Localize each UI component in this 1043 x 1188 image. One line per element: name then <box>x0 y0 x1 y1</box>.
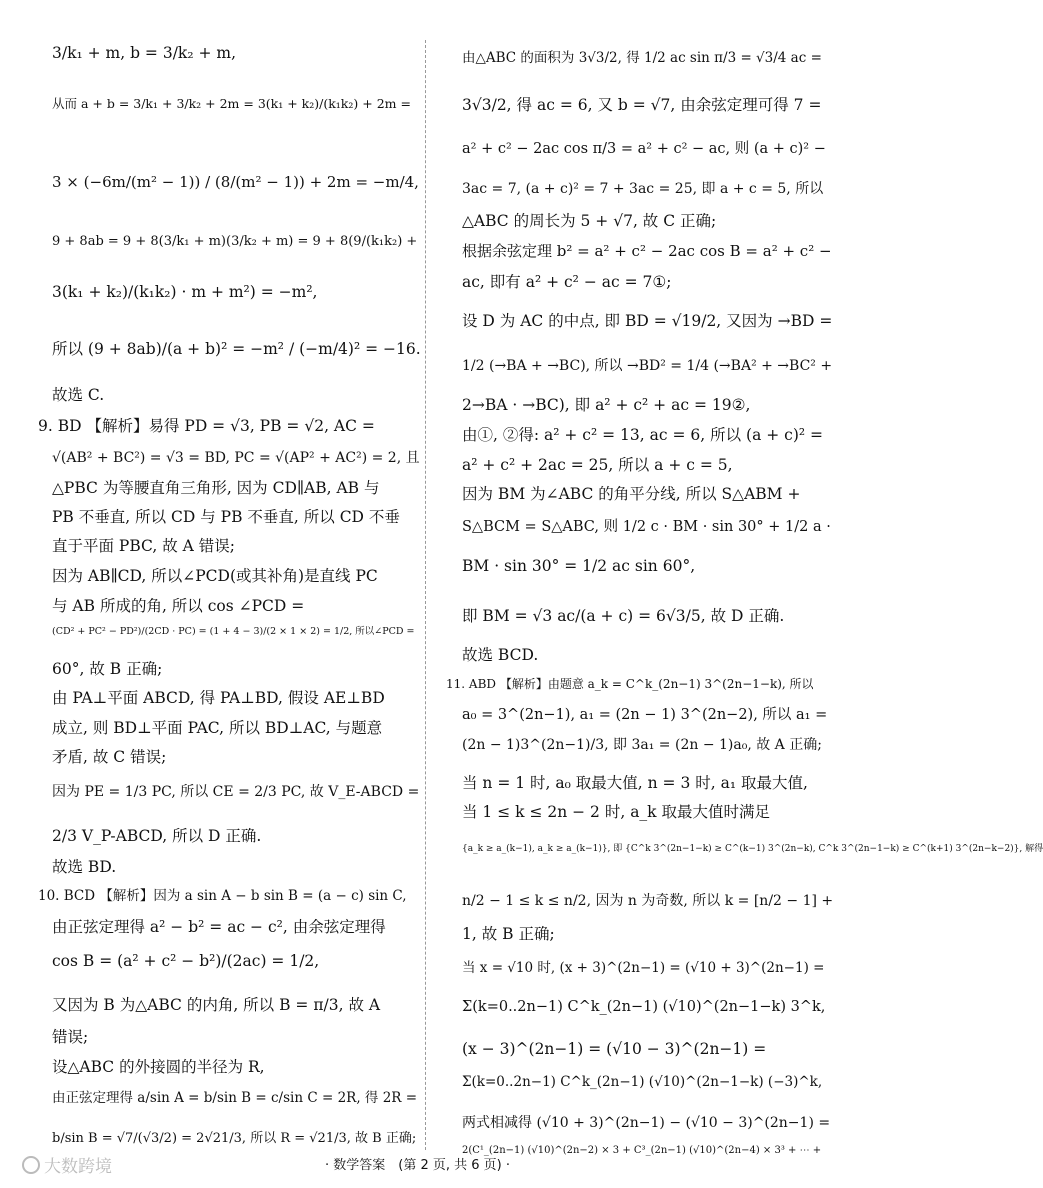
text-line: {a_k ≥ a_(k−1), a_k ≥ a_(k−1)}, 即 {C^k 3^(2n−1−k) ≥ C^(k−1) 3^(2n−k), C^k 3^(2n−1−k) ≥ C^(k+1) 3^(2n−k−2)}, 解得 <box>462 844 1043 854</box>
text-line: Σ(k=0..2n−1) C^k_(2n−1) (√10)^(2n−1−k) (−3)^k, <box>462 1074 823 1090</box>
text-line: 错误; <box>52 1028 89 1046</box>
text-line: 因为 PE = 1/3 PC, 所以 CE = 2/3 PC, 故 V_E-ABCD = <box>52 784 420 800</box>
text-line: 9 + 8ab = 9 + 8(3/k₁ + m)(3/k₂ + m) = 9 + 8(9/(k₁k₂) + <box>52 234 418 249</box>
text-line: 直于平面 PBC, 故 A 错误; <box>52 537 235 555</box>
text-line: 故选 C. <box>52 386 105 404</box>
text-line: △ABC 的周长为 5 + √7, 故 C 正确; <box>462 212 717 230</box>
text-line: (x − 3)^(2n−1) = (√10 − 3)^(2n−1) = <box>462 1040 767 1058</box>
text-line: 成立, 则 BD⊥平面 PAC, 所以 BD⊥AC, 与题意 <box>52 719 383 737</box>
text-line: 设△ABC 的外接圆的半径为 R, <box>52 1058 265 1076</box>
text-line: 3/k₁ + m, b = 3/k₂ + m, <box>52 44 237 62</box>
text-line: 60°, 故 B 正确; <box>52 660 163 678</box>
text-line: 由①, ②得: a² + c² = 13, ac = 6, 所以 (a + c)² = <box>462 426 824 444</box>
text-line: a² + c² + 2ac = 25, 所以 a + c = 5, <box>462 456 733 474</box>
watermark-logo-icon <box>22 1156 40 1174</box>
text-line: 因为 BM 为∠ABC 的角平分线, 所以 S△ABM + <box>462 485 801 503</box>
text-line: 当 1 ≤ k ≤ 2n − 2 时, a_k 取最大值时满足 <box>462 803 771 821</box>
text-line: 3√3/2, 得 ac = 6, 又 b = √7, 由余弦定理可得 7 = <box>462 96 822 114</box>
text-line: 两式相减得 (√10 + 3)^(2n−1) − (√10 − 3)^(2n−1) = <box>462 1115 831 1131</box>
text-line: 2/3 V_P-ABCD, 所以 D 正确. <box>52 827 262 845</box>
text-line: 矛盾, 故 C 错误; <box>52 748 167 766</box>
column-divider <box>425 40 426 1150</box>
text-line: 所以 (9 + 8ab)/(a + b)² = −m² / (−m/4)² = −16. <box>52 340 421 358</box>
question-10: 10. BCD 【解析】因为 a sin A − b sin B = (a − c) sin C, <box>38 888 407 904</box>
text-line: S△BCM = S△ABC, 则 1/2 c · BM · sin 30° + 1/2 a · <box>462 519 831 535</box>
text-line: 故选 BCD. <box>462 646 539 664</box>
watermark <box>22 1152 112 1177</box>
text-line: 即 BM = √3 ac/(a + c) = 6√3/5, 故 D 正确. <box>462 607 785 625</box>
question-9: 9. BD 【解析】易得 PD = √3, PB = √2, AC = <box>38 417 375 435</box>
text-line: ac, 即有 a² + c² − ac = 7①; <box>462 273 672 291</box>
text-line: (CD² + PC² − PD²)/(2CD · PC) = (1 + 4 − 3)/(2 × 1 × 2) = 1/2, 所以∠PCD = <box>52 626 415 637</box>
text-line: b/sin B = √7/(√3/2) = 2√21/3, 所以 R = √21/3, 故 B 正确; <box>52 1131 417 1146</box>
text-line: a₀ = 3^(2n−1), a₁ = (2n − 1) 3^(2n−2), 所以 a₁ = <box>462 707 828 723</box>
text-line: n/2 − 1 ≤ k ≤ n/2, 因为 n 为奇数, 所以 k = [n/2 − 1] + <box>462 893 834 909</box>
text-line: Σ(k=0..2n−1) C^k_(2n−1) (√10)^(2n−1−k) 3^k, <box>462 999 826 1015</box>
text-line: 由正弦定理得 a/sin A = b/sin B = c/sin C = 2R, 得 2R = <box>52 1090 418 1106</box>
text-line: BM · sin 30° = 1/2 ac sin 60°, <box>462 557 696 575</box>
question-11: 11. ABD 【解析】由题意 a_k = C^k_(2n−1) 3^(2n−1−k), 所以 <box>446 677 814 691</box>
text-line: 设 D 为 AC 的中点, 即 BD = √19/2, 又因为 →BD = <box>462 312 833 330</box>
text-line: 由 PA⊥平面 ABCD, 得 PA⊥BD, 假设 AE⊥BD <box>52 689 385 707</box>
text-line: PB 不垂直, 所以 CD 与 PB 不垂直, 所以 CD 不垂 <box>52 508 400 526</box>
text-line: 3ac = 7, (a + c)² = 7 + 3ac = 25, 即 a + c = 5, 所以 <box>462 181 824 197</box>
text-line: 3(k₁ + k₂)/(k₁k₂) · m + m²) = −m², <box>52 283 318 301</box>
text-line: 由△ABC 的面积为 3√3/2, 得 1/2 ac sin π/3 = √3/4 ac = <box>462 50 822 66</box>
text-line: a² + c² − 2ac cos π/3 = a² + c² − ac, 则 (a + c)² − <box>462 141 826 157</box>
text-line: 2(C¹_(2n−1) (√10)^(2n−2) × 3 + C³_(2n−1) (√10)^(2n−4) × 3³ + ⋯ + <box>462 1145 822 1156</box>
text-line: √(AB² + BC²) = √3 = BD, PC = √(AP² + AC²) = 2, 且 <box>52 450 420 466</box>
watermark-text: 大数跨境 <box>44 1157 112 1177</box>
text-line: 当 n = 1 时, a₀ 取最大值, n = 3 时, a₁ 取最大值, <box>462 774 808 792</box>
text-line: 3 × (−6m/(m² − 1)) / (8/(m² − 1)) + 2m = −m/4, <box>52 173 419 191</box>
text-line: (2n − 1)3^(2n−1)/3, 即 3a₁ = (2n − 1)a₀, 故 A 正确; <box>462 737 822 753</box>
text-line: 由正弦定理得 a² − b² = ac − c², 由余弦定理得 <box>52 918 386 936</box>
text-line: 与 AB 所成的角, 所以 cos ∠PCD = <box>52 597 305 615</box>
text-line: 当 x = √10 时, (x + 3)^(2n−1) = (√10 + 3)^(2n−1) = <box>462 960 825 976</box>
text-line: 2→BA · →BC), 即 a² + c² + ac = 19②, <box>462 396 751 414</box>
text-line: 1/2 (→BA + →BC), 所以 →BD² = 1/4 (→BA² + →BC² + <box>462 358 833 374</box>
text-line: 1, 故 B 正确; <box>462 925 555 943</box>
text-line: 根据余弦定理 b² = a² + c² − 2ac cos B = a² + c² − <box>462 242 832 260</box>
text-line: cos B = (a² + c² − b²)/(2ac) = 1/2, <box>52 952 320 970</box>
text-line: 又因为 B 为△ABC 的内角, 所以 B = π/3, 故 A <box>52 996 381 1014</box>
text-line: 故选 BD. <box>52 858 117 876</box>
text-line: 从而 a + b = 3/k₁ + 3/k₂ + 2m = 3(k₁ + k₂)/(k₁k₂) + 2m = <box>52 96 411 111</box>
text-line: △PBC 为等腰直角三角形, 因为 CD∥AB, AB 与 <box>52 479 380 497</box>
text-line: 因为 AB∥CD, 所以∠PCD(或其补角)是直线 PC <box>52 567 378 585</box>
page-footer: · 数学答案 (第 2 页, 共 6 页) · <box>324 1158 510 1173</box>
